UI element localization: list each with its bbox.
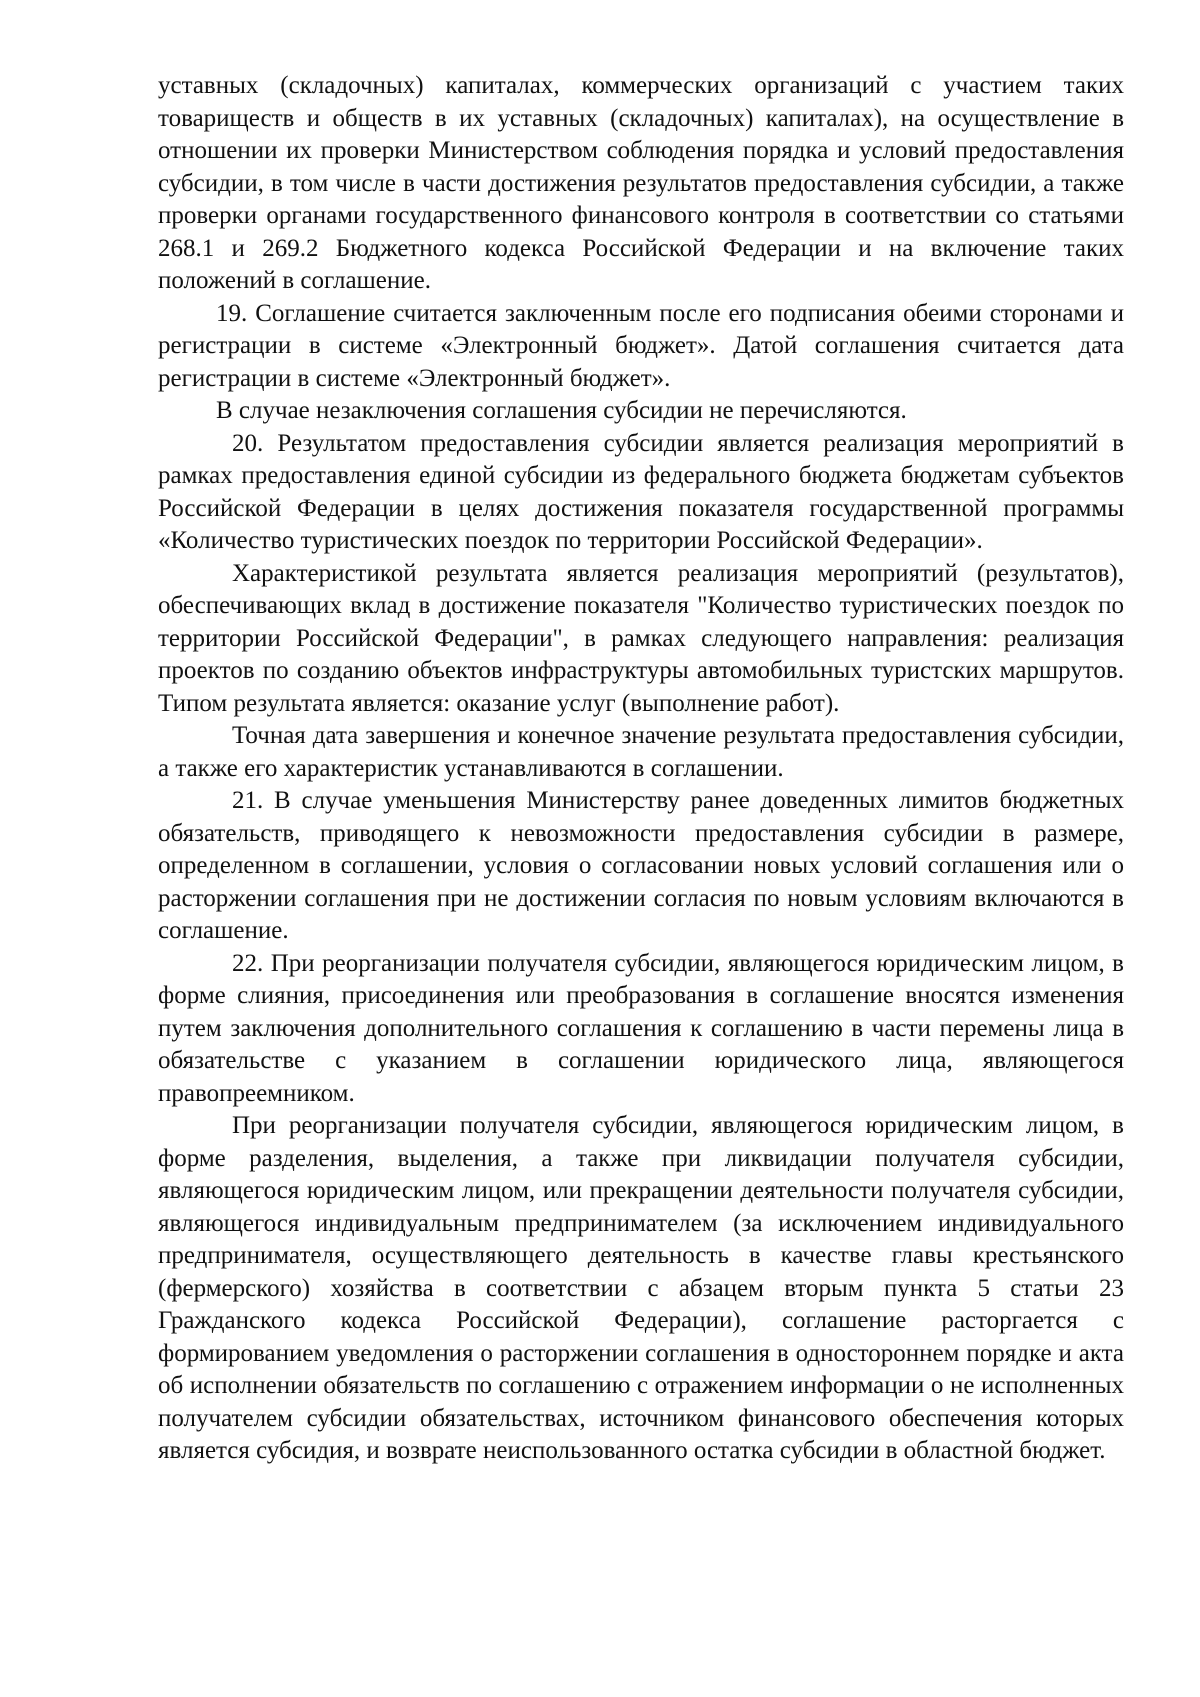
paragraph-result-date: Точная дата завершения и конечное значение результата предоставления субсидии, а также его характеристик устанавливаются в соглашении. — [158, 722, 1124, 782]
paragraph-item-21: 21. В случае уменьшения Министерству ранее доведенных лимитов бюджетных обязательств, приводящего к невозможности предоставления субсидии в размере, определенном в соглашении, условия о согласовании новых условий соглашения или о расторжении соглашения при не достижении согласия по новым условиям включаются в соглашение. — [158, 787, 1124, 944]
paragraph-item-22: 22. При реорганизации получателя субсидии, являющегося юридическим лицом, в форме слияния, присоединения или преобразования в соглашение вносятся изменения путем заключения дополнительного соглашения к соглашению в части перемены лица в обязательстве с указанием в соглашении юридического лица, являющегося правопреемником. — [158, 949, 1124, 1107]
paragraph-item-19: 19. Соглашение считается заключенным после его подписания обеими сторонами и регистрации в системе «Электронный бюджет». Датой соглашения считается дата регистрации в системе «Электронный бюджет». — [158, 299, 1124, 392]
paragraph-reorganization: При реорганизации получателя субсидии, являющегося юридическим лицом, в форме разделения, выделения, а также при ликвидации получателя субсидии, являющегося юридическим лицом, или прекращении деятельности получателя субсидии, являющегося индивидуальным предпринимателем (за исключением индивидуального предпринимателя, осуществляющего деятельность в качестве главы крестьянского (фермерского) хозяйства в соответствии с абзацем вторым пункта 5 статьи 23 Гражданского кодекса Российской Федерации), соглашение расторгается с формированием уведомления о расторжении соглашения в одностороннем порядке и акта об исполнении обязательств по соглашению с отражением информации о не исполненных получателем субсидии обязательствах, источником финансового обеспечения которых является субсидия, и возврате неиспользованного остатка субсидии в областной бюджет. — [158, 1112, 1124, 1464]
paragraph-non-conclusion: В случае незаключения соглашения субсидии не перечисляются. — [216, 397, 907, 424]
paragraph-item-20: 20. Результатом предоставления субсидии является реализация мероприятий в рамках предоставления единой субсидии из федерального бюджета бюджетам субъектов Российской Федерации в целях достижения показателя государственной программы «Количество туристических поездок по территории Российской Федерации». — [158, 429, 1124, 554]
document-page — [158, 70, 1124, 1468]
paragraph-continuation: уставных (складочных) капиталах, коммерческих организаций с участием таких товариществ и обществ в их уставных (складочных) капиталах), на осуществление в отношении их проверки Министерством соблюдения порядка и условий предоставления субсидии, в том числе в части достижения результатов предоставления субсидии, а также проверки органами государственного финансового контроля в соответствии со статьями 268.1 и 269.2 Бюджетного кодекса Российской Федерации и на включение таких положений в соглашение. — [158, 72, 1124, 294]
paragraph-result-characteristic: Характеристикой результата является реализация мероприятий (результатов), обеспечивающих вклад в достижение показателя "Количество туристических поездок по территории Российской Федерации", в рамках следующего направления: реализация проектов по созданию объектов инфраструктуры автомобильных туристских маршрутов. Типом результата является: оказание услуг (выполнение работ). — [158, 559, 1124, 717]
